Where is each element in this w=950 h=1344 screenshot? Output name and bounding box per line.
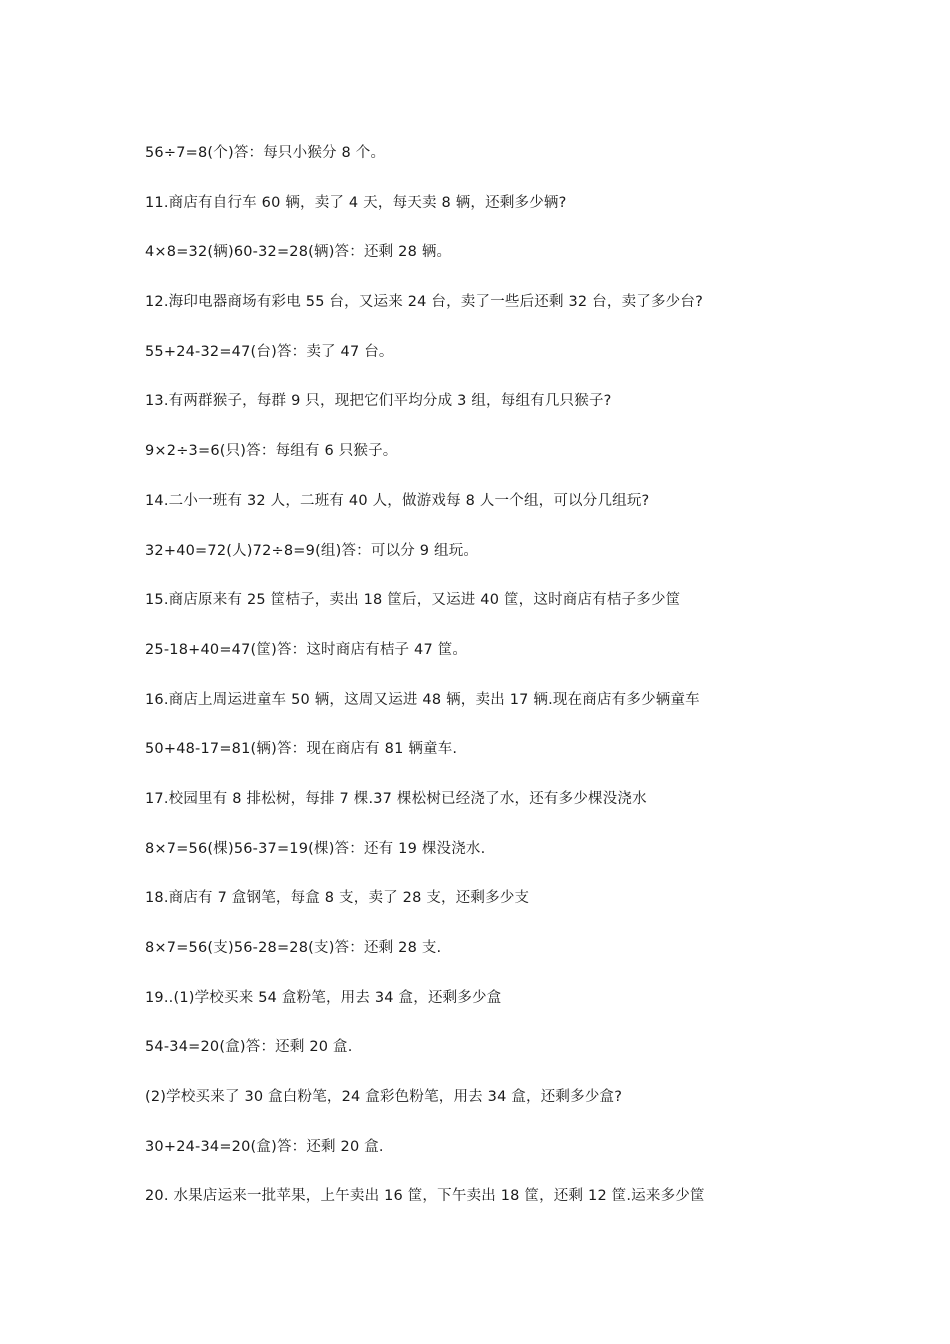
answer-line: 9×2÷3=6(只)答：每组有 6 只猴子。 [145, 443, 398, 460]
question-line: 15.商店原来有 25 筐桔子，卖出 18 筐后，又运进 40 筐，这时商店有桔子多少筐 [145, 592, 681, 609]
question-line: 14.二小一班有 32 人，二班有 40 人，做游戏每 8 人一个组，可以分几组玩? [145, 492, 650, 509]
answer-line: 54-34=20(盒)答：还剩 20 盒. [145, 1039, 353, 1056]
question-line: 11.商店有自行车 60 辆，卖了 4 天，每天卖 8 辆，还剩多少辆? [145, 194, 567, 211]
document-body [145, 142, 905, 1235]
question-line: 13.有两群猴子，每群 9 只，现把它们平均分成 3 组，每组有几只猴子? [145, 393, 612, 410]
answer-line: 56÷7=8(个)答：每只小猴分 8 个。 [145, 145, 386, 161]
question-line: 16.商店上周运进童车 50 辆，这周又运进 48 辆，卖出 17 辆.现在商店有多少辆童车 [145, 691, 700, 708]
question-line: 20. 水果店运来一批苹果，上午卖出 16 筐，下午卖出 18 筐，还剩 12 筐.运来多少筐 [145, 1188, 705, 1205]
answer-line: 30+24-34=20(盒)答：还剩 20 盒. [145, 1138, 384, 1155]
answer-line: 8×7=56(支)56-28=28(支)答：还剩 28 支. [145, 940, 442, 956]
answer-line: 32+40=72(人)72÷8=9(组)答：可以分 9 组玩。 [145, 542, 479, 559]
answer-line: 55+24-32=47(台)答：卖了 47 台。 [145, 343, 394, 360]
answer-line: 4×8=32(辆)60-32=28(辆)答：还剩 28 辆。 [145, 244, 452, 261]
question-line: 17.校园里有 8 排松树，每排 7 棵.37 棵松树已经浇了水，还有多少棵没浇水 [145, 790, 647, 807]
question-line: 12.海印电器商场有彩电 55 台，又运来 24 台，卖了一些后还剩 32 台，卖了多少台? [145, 294, 703, 311]
answer-line: 50+48-17=81(辆)答：现在商店有 81 辆童车. [145, 741, 458, 758]
question-line: 18.商店有 7 盒钢笔，每盒 8 支，卖了 28 支，还剩多少支 [145, 890, 530, 907]
question-line: (2)学校买来了 30 盒白粉笔，24 盒彩色粉笔，用去 34 盒，还剩多少盒? [145, 1089, 623, 1106]
question-line: 19..(1)学校买来 54 盒粉笔，用去 34 盒，还剩多少盒 [145, 989, 502, 1006]
answer-line: 8×7=56(棵)56-37=19(棵)答：还有 19 棵没浇水. [145, 840, 486, 857]
answer-line: 25-18+40=47(筐)答：这时商店有桔子 47 筐。 [145, 641, 468, 658]
